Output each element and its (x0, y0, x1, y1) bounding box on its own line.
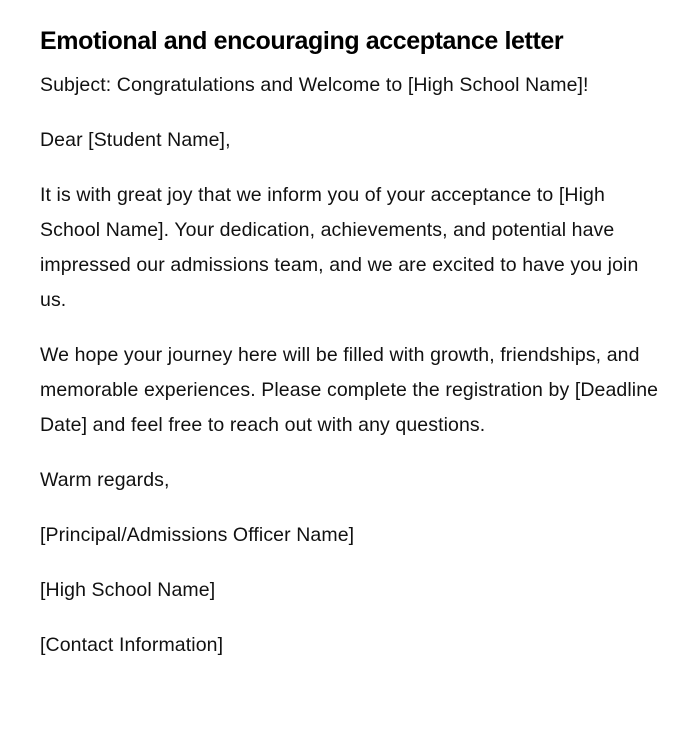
letter-body-paragraph: It is with great joy that we inform you of your acceptance to [High School Name]. Your dedication, achievements, and potential have impressed our admissions team, and we are excited to have you join us. (40, 184, 639, 311)
letter-closing: Warm regards, (40, 469, 170, 491)
letter-body-paragraph: We hope your journey here will be filled with growth, friendships, and memorable experiences. Please complete the registration by [Deadline Date] and feel free to reach out with any questions. (40, 344, 659, 436)
letter-subject: Subject: Congratulations and Welcome to [High School Name]! (40, 74, 589, 96)
letter-salutation: Dear [Student Name], (40, 129, 231, 151)
signature-school: [High School Name] (40, 579, 216, 601)
document-title: Emotional and encouraging acceptance letter (40, 27, 564, 55)
signature-contact: [Contact Information] (40, 634, 224, 656)
signature-name: [Principal/Admissions Officer Name] (40, 524, 355, 546)
